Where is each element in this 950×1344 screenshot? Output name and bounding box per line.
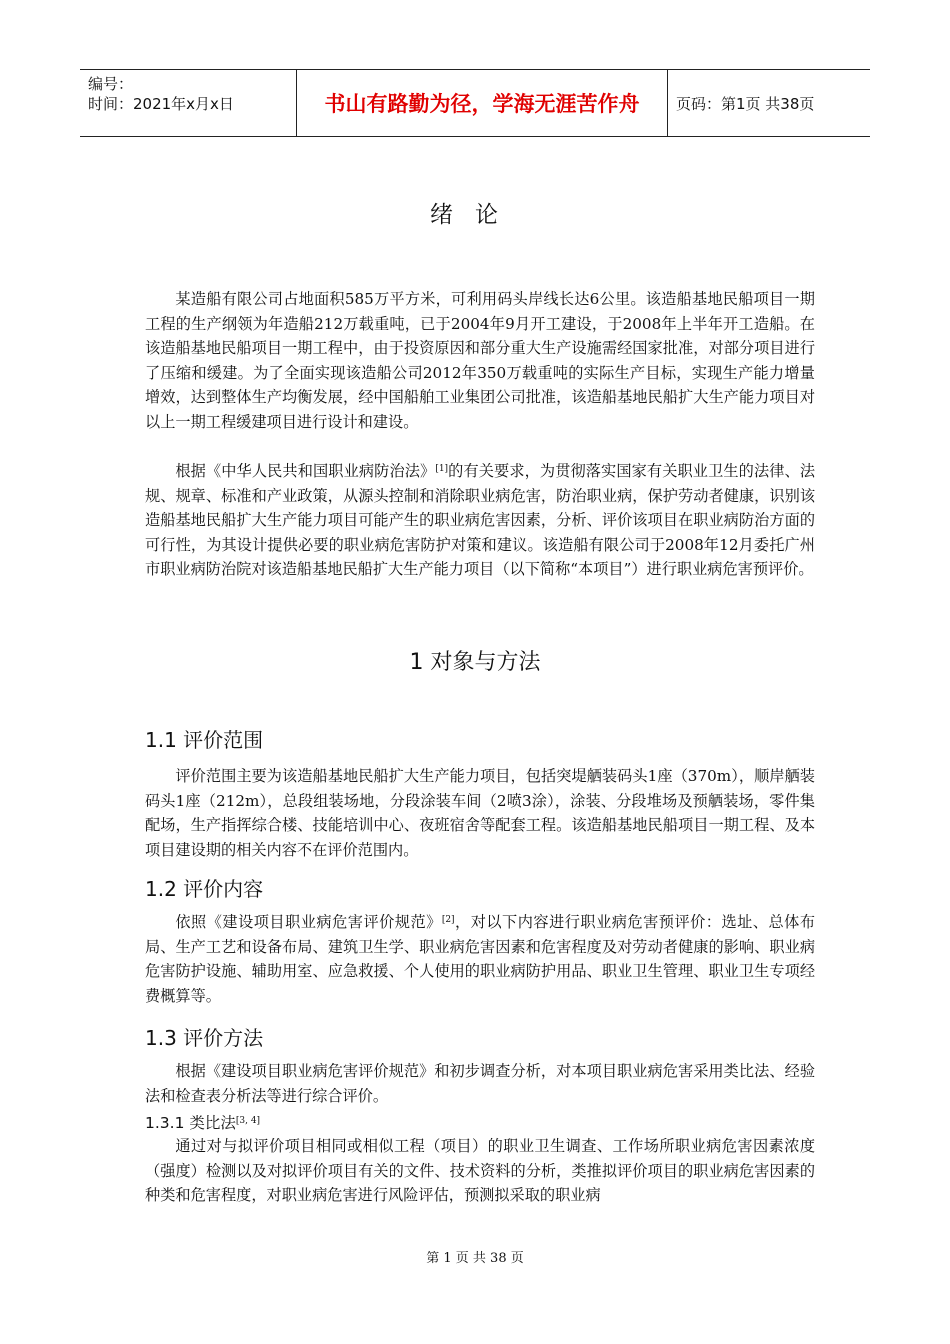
text-span: ，对以下内容进行职业病危害预评价：选址、总体布局、生产工艺和设备布局、建筑卫生学、职业病危害因素和危害程度及对劳动者健康的影响、职业病危害防护设施、辅助用室、应急救援、个人使用的职业病防护用品、职业卫生管理、职业卫生专项经费概算等。 xyxy=(145,913,816,1005)
intro-paragraph-1: 某造船有限公司占地面积585万平方米，可利用码头岸线长达6公里。该造船基地民船项目一期工程的生产纲领为年造船212万载重吨，已于2004年9月开工建设，于2008年上半年开工造船。在该造船基地民船项目一期工程中，由于投资原因和部分重大生产设施需经国家批准，对部分项目进行了压缩和缓建。为了全面实现该造船公司2012年350万载重吨的实际生产目标，实现生产能力增量增效，达到整体生产均衡发展，经中国船舶工业集团公司批准，该造船基地民船扩大生产能力项目对以上一期工程缓建项目进行设计和建设。 xyxy=(145,290,815,431)
header-page-info: 页码：第1页 共38页 xyxy=(676,94,815,113)
section-1-1-heading: 1.1 评价范围 xyxy=(145,728,264,752)
section-1-2-text xyxy=(145,910,815,1008)
header-meta-cell xyxy=(80,70,297,136)
text-span: 依照《建设项目职业病危害评价规范》 xyxy=(175,913,442,931)
text-span: 根据《中华人民共和国职业病防治法》 xyxy=(175,462,436,480)
header-table xyxy=(80,69,870,137)
page-footer: 第 1 页 共 38 页 xyxy=(426,1251,524,1266)
header-motto: 书山有路勤为径，学海无涯苦作舟 xyxy=(297,70,668,136)
section-1-3-text: 根据《建设项目职业病危害评价规范》和初步调查分析，对本项目职业病危害采用类比法、经验法和检查表分析法等进行综合评价。 xyxy=(145,1062,815,1105)
intro-paragraph-2 xyxy=(145,459,815,582)
text-span: 的有关要求，为贯彻落实国家有关职业卫生的法律、法规、规章、标准和产业政策，从源头控制和消除职业病危害，防治职业病，保护劳动者健康，识别该造船基地民船扩大生产能力项目可能产生的职业病危害因素，分析、评价该项目在职业病防治方面的可行性，为其设计提供必要的职业病危害防护对策和建议。该造船有限公司于2008年12月委托广州市职业病防治院对该造船基地民船扩大生产能力项目（以下简称“本项目”）进行职业病危害预评价。 xyxy=(145,462,816,579)
section-1-1-text: 评价范围主要为该造船基地民船扩大生产能力项目，包括突堤舾装码头1座（370m），顺岸舾装码头1座（212m），总段组装场地，分段涂装车间（2喷3涂），涂装、分段堆场及预舾装场，零件集配场，生产指挥综合楼、技能培训中心、夜班宿舍等配套工程。该造船基地民船项目一期工程、及本项目建设期的相关内容不在评价范围内。 xyxy=(145,767,815,859)
heading-text: 1.3.1 类比法 xyxy=(145,1114,236,1132)
section-1-2-heading: 1.2 评价内容 xyxy=(145,877,264,901)
citation-ref: [2] xyxy=(441,915,455,925)
date-label: 时间：2021年x月x日 xyxy=(88,95,234,113)
citation-ref: [1] xyxy=(435,464,449,474)
citation-ref: [3, 4] xyxy=(235,1116,261,1126)
section-1-3-heading: 1.3 评价方法 xyxy=(145,1026,264,1050)
section-1-3-1-heading xyxy=(145,1111,260,1133)
section-1-3-1-text: 通过对与拟评价项目相同或相似工程（项目）的职业卫生调查、工作场所职业病危害因素浓度（强度）检测以及对拟评价项目有关的文件、技术资料的分析，类推拟评价项目的职业病危害因素的种类和危害程度，对职业病危害进行风险评估，预测拟采取的职业病 xyxy=(145,1137,815,1205)
number-label: 编号： xyxy=(88,75,134,93)
section-1-heading: 1 对象与方法 xyxy=(409,650,541,675)
document-title: 绪论 xyxy=(430,202,520,228)
